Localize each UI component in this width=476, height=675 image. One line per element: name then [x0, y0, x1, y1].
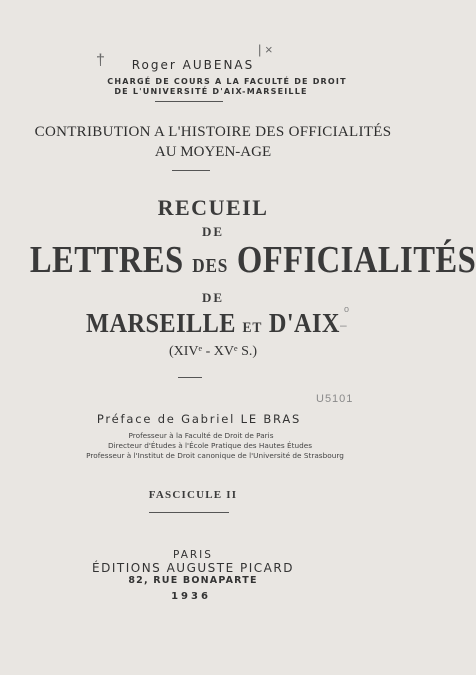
- publisher-city: PARIS: [173, 549, 213, 561]
- series-divider: [172, 170, 210, 171]
- fascicule-divider: [149, 512, 229, 513]
- author-title-line1: CHARGÉ DE COURS A LA FACULTÉ DE DROIT: [107, 77, 347, 86]
- preface-credential-1: Professeur à la Faculté de Droit de Paris: [128, 431, 274, 440]
- margin-circle-mark: o: [344, 304, 350, 314]
- title-recueil: RECUEIL: [157, 195, 269, 220]
- series-line1: CONTRIBUTION A L'HISTOIRE DES OFFICIALITÉS: [34, 124, 392, 140]
- publisher-name: ÉDITIONS AUGUSTE PICARD: [92, 561, 294, 575]
- title-centuries: (XIVᵉ - XVᵉ S.): [168, 344, 258, 359]
- title-de-1: DE: [201, 224, 225, 239]
- publication-year: 1936: [171, 591, 211, 602]
- title-lettres-des-officialites: [29, 238, 476, 282]
- title-des: DES: [192, 255, 229, 277]
- title-aix: D'AIX: [268, 308, 340, 338]
- margin-dash-mark: –: [340, 318, 347, 332]
- preface-credential-2: Directeur d'Études à l'École Pratique des Hautes Études: [107, 441, 313, 450]
- author-divider: [155, 101, 223, 102]
- preface-heading: Préface de Gabriel LE BRAS: [96, 412, 302, 426]
- series-line2: AU MOYEN-AGE: [154, 144, 272, 160]
- title-marseille: MARSEILLE: [86, 308, 236, 338]
- title-de-2: DE: [201, 290, 225, 305]
- title-et: ET: [242, 320, 263, 336]
- title-divider: [178, 377, 202, 378]
- preface-credential-3: Professeur à l'Institut de Droit canonique de l'Université de Strasbourg: [86, 451, 344, 460]
- publisher-address: 82, RUE BONAPARTE: [128, 575, 258, 586]
- author-name: Roger AUBENAS: [131, 58, 255, 72]
- author-title-line2: DE L'UNIVERSITÉ D'AIX-MARSEILLE: [114, 87, 308, 96]
- cross-mark: †: [96, 52, 105, 69]
- fascicule-label: FASCICULE II: [148, 489, 238, 501]
- handwritten-reference: U5101: [316, 393, 354, 405]
- title-lettres: LETTRES: [29, 239, 184, 281]
- title-officialites: OFFICIALITÉS: [236, 239, 476, 281]
- margin-marks: | ×: [258, 42, 273, 57]
